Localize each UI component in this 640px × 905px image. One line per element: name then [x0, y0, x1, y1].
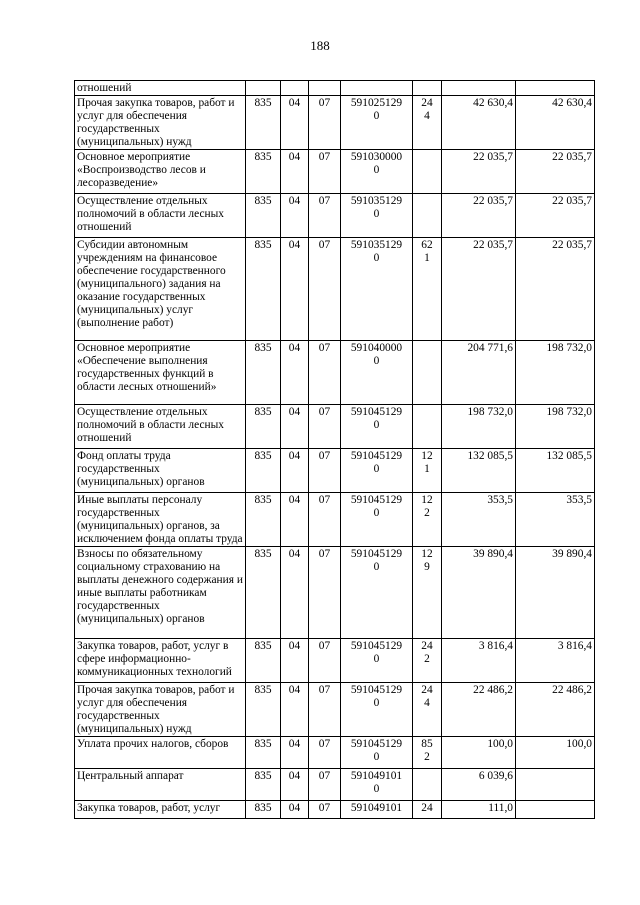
row-name: Закупка товаров, работ, услуг в сфере информационно-коммуникационных технологий [75, 639, 246, 683]
table-row [75, 737, 595, 769]
section-code: 04 [281, 639, 309, 683]
subsection-code: 07 [309, 683, 341, 737]
table-row [75, 194, 595, 238]
table-row [75, 801, 595, 819]
subsection-code [309, 81, 341, 96]
expense-type-code: 62 1 [413, 238, 442, 341]
row-name: Субсидии автономным учреждениям на финансовое обеспечение государственного (муниципального) задания на оказание государственных (муниципальных) услуг (выполнение работ) [75, 238, 246, 341]
amount-year-2: 132 085,5 [516, 449, 595, 493]
subsection-code: 07 [309, 449, 341, 493]
table-row [75, 405, 595, 449]
section-code: 04 [281, 194, 309, 238]
amount-year-1: 42 630,4 [442, 96, 516, 150]
row-name: Осуществление отдельных полномочий в области лесных отношений [75, 405, 246, 449]
row-name: Фонд оплаты труда государственных (муниципальных) органов [75, 449, 246, 493]
ministry-code: 835 [246, 341, 281, 405]
section-code: 04 [281, 769, 309, 801]
expense-type-code [413, 769, 442, 801]
amount-year-2: 198 732,0 [516, 405, 595, 449]
expense-type-code [413, 81, 442, 96]
amount-year-2 [516, 81, 595, 96]
ministry-code: 835 [246, 493, 281, 547]
subsection-code: 07 [309, 405, 341, 449]
expense-type-code: 12 2 [413, 493, 442, 547]
expense-type-code [413, 341, 442, 405]
expense-type-code: 24 2 [413, 639, 442, 683]
amount-year-2: 22 035,7 [516, 150, 595, 194]
row-name: Осуществление отдельных полномочий в области лесных отношений [75, 194, 246, 238]
table-row [75, 547, 595, 639]
amount-year-2: 100,0 [516, 737, 595, 769]
ministry-code: 835 [246, 639, 281, 683]
ministry-code: 835 [246, 150, 281, 194]
target-article-code: 591049101 0 [341, 769, 413, 801]
ministry-code: 835 [246, 547, 281, 639]
amount-year-1: 111,0 [442, 801, 516, 819]
amount-year-1: 198 732,0 [442, 405, 516, 449]
expense-type-code: 24 4 [413, 96, 442, 150]
ministry-code: 835 [246, 238, 281, 341]
amount-year-2: 39 890,4 [516, 547, 595, 639]
amount-year-1: 22 486,2 [442, 683, 516, 737]
expense-type-code [413, 194, 442, 238]
section-code: 04 [281, 96, 309, 150]
amount-year-1: 353,5 [442, 493, 516, 547]
target-article-code: 591045129 0 [341, 405, 413, 449]
subsection-code: 07 [309, 769, 341, 801]
table-row [75, 81, 595, 96]
row-name: Взносы по обязательному социальному страхованию на выплаты денежного содержания и иные выплаты работникам государственных (муниципальных) органов [75, 547, 246, 639]
amount-year-1 [442, 81, 516, 96]
amount-year-1: 100,0 [442, 737, 516, 769]
section-code: 04 [281, 405, 309, 449]
section-code [281, 81, 309, 96]
row-name: отношений [75, 81, 246, 96]
subsection-code: 07 [309, 238, 341, 341]
table-row [75, 639, 595, 683]
table-row [75, 238, 595, 341]
ministry-code: 835 [246, 801, 281, 819]
target-article-code: 591045129 0 [341, 639, 413, 683]
amount-year-1: 6 039,6 [442, 769, 516, 801]
target-article-code: 591035129 0 [341, 238, 413, 341]
ministry-code: 835 [246, 683, 281, 737]
section-code: 04 [281, 150, 309, 194]
section-code: 04 [281, 683, 309, 737]
section-code: 04 [281, 493, 309, 547]
section-code: 04 [281, 341, 309, 405]
amount-year-2: 22 035,7 [516, 238, 595, 341]
section-code: 04 [281, 238, 309, 341]
subsection-code: 07 [309, 737, 341, 769]
target-article-code [341, 81, 413, 96]
row-name: Уплата прочих налогов, сборов [75, 737, 246, 769]
ministry-code [246, 81, 281, 96]
row-name: Центральный аппарат [75, 769, 246, 801]
amount-year-2 [516, 769, 595, 801]
target-article-code: 591045129 0 [341, 737, 413, 769]
amount-year-1: 204 771,6 [442, 341, 516, 405]
section-code: 04 [281, 547, 309, 639]
expense-type-code: 24 4 [413, 683, 442, 737]
ministry-code: 835 [246, 737, 281, 769]
row-name: Прочая закупка товаров, работ и услуг для обеспечения государственных (муниципальных) нужд [75, 683, 246, 737]
table-row [75, 341, 595, 405]
target-article-code: 591045129 0 [341, 683, 413, 737]
subsection-code: 07 [309, 547, 341, 639]
expense-type-code [413, 150, 442, 194]
table-row [75, 493, 595, 547]
subsection-code: 07 [309, 801, 341, 819]
target-article-code: 591045129 0 [341, 449, 413, 493]
target-article-code: 591025129 0 [341, 96, 413, 150]
amount-year-1: 22 035,7 [442, 150, 516, 194]
table-row [75, 683, 595, 737]
amount-year-2: 198 732,0 [516, 341, 595, 405]
amount-year-2: 22 035,7 [516, 194, 595, 238]
budget-table [74, 80, 595, 819]
target-article-code: 591030000 0 [341, 150, 413, 194]
subsection-code: 07 [309, 493, 341, 547]
amount-year-2: 42 630,4 [516, 96, 595, 150]
target-article-code: 591045129 0 [341, 493, 413, 547]
ministry-code: 835 [246, 194, 281, 238]
subsection-code: 07 [309, 194, 341, 238]
ministry-code: 835 [246, 449, 281, 493]
subsection-code: 07 [309, 150, 341, 194]
expense-type-code: 24 [413, 801, 442, 819]
page-number: 188 [310, 38, 330, 53]
table-row [75, 449, 595, 493]
amount-year-2: 22 486,2 [516, 683, 595, 737]
amount-year-1: 22 035,7 [442, 238, 516, 341]
table-row [75, 150, 595, 194]
amount-year-1: 22 035,7 [442, 194, 516, 238]
row-name: Иные выплаты персоналу государственных (муниципальных) органов, за исключением фонда оплаты труда [75, 493, 246, 547]
ministry-code: 835 [246, 769, 281, 801]
ministry-code: 835 [246, 96, 281, 150]
amount-year-2 [516, 801, 595, 819]
expense-type-code [413, 405, 442, 449]
amount-year-1: 132 085,5 [442, 449, 516, 493]
expense-type-code: 85 2 [413, 737, 442, 769]
row-name: Закупка товаров, работ, услуг [75, 801, 246, 819]
row-name: Прочая закупка товаров, работ и услуг для обеспечения государственных (муниципальных) нужд [75, 96, 246, 150]
subsection-code: 07 [309, 639, 341, 683]
target-article-code: 591045129 0 [341, 547, 413, 639]
section-code: 04 [281, 449, 309, 493]
expense-type-code: 12 9 [413, 547, 442, 639]
ministry-code: 835 [246, 405, 281, 449]
target-article-code: 591035129 0 [341, 194, 413, 238]
subsection-code: 07 [309, 341, 341, 405]
amount-year-2: 3 816,4 [516, 639, 595, 683]
table-body [75, 81, 595, 819]
amount-year-1: 39 890,4 [442, 547, 516, 639]
table-row [75, 769, 595, 801]
section-code: 04 [281, 801, 309, 819]
target-article-code: 591040000 0 [341, 341, 413, 405]
amount-year-2: 353,5 [516, 493, 595, 547]
row-name: Основное мероприятие «Обеспечение выполнения государственных функций в области лесных отношений» [75, 341, 246, 405]
subsection-code: 07 [309, 96, 341, 150]
expense-type-code: 12 1 [413, 449, 442, 493]
row-name: Основное мероприятие «Воспроизводство лесов и лесоразведение» [75, 150, 246, 194]
target-article-code: 591049101 [341, 801, 413, 819]
table-row [75, 96, 595, 150]
section-code: 04 [281, 737, 309, 769]
amount-year-1: 3 816,4 [442, 639, 516, 683]
